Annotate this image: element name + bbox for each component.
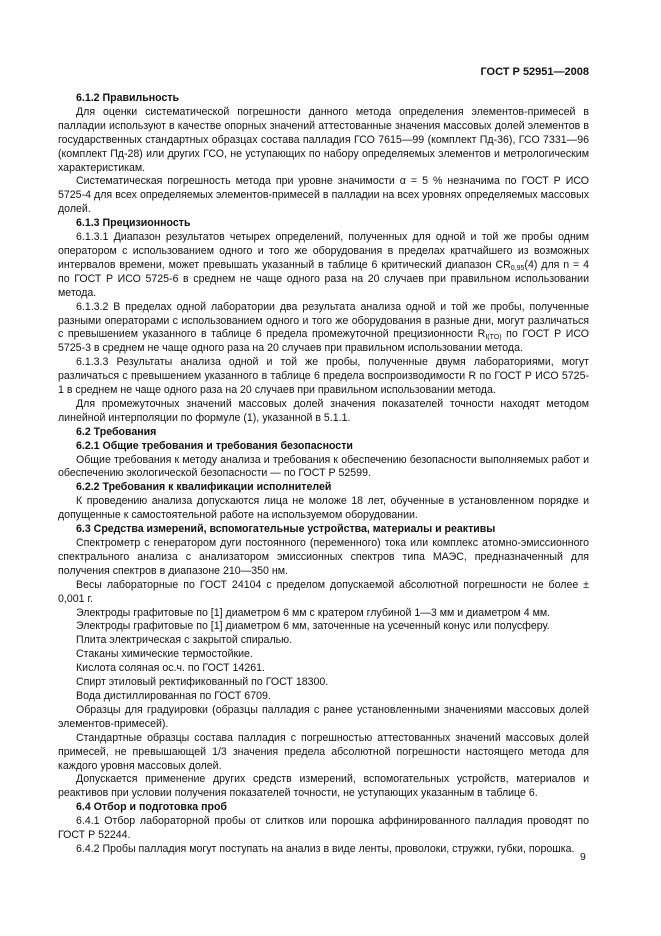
list-item: Стаканы химические термостойкие. — [76, 648, 253, 661]
paragraph: Спектрометр с генератором дуги постоянного (переменного) тока или комплекс атомно-эмиссионного спектрального анализа с анализатором эмиссионных спектров типа МАЭС, предназначенный для получения спектров в диапазоне 210—350 нм. — [58, 537, 589, 577]
list-item: Кислота соляная ос.ч. по ГОСТ 14261. — [76, 662, 265, 675]
paragraph: Для промежуточных значений массовых долей значения показателей точности находят методом линейной интерполяции по формуле (1), указанной в 5.1.1. — [58, 397, 589, 424]
paragraph: 6.1.3.3 Результаты анализа одной и той же пробы, полученные двумя лабораториями, могут различаться с превышением указанного в таблице 6 предела воспроизводимости R по ГОСТ Р ИСО 5725-1 в среднем не чаще одного раза на 20 случаев при правильном использовании метода. — [58, 356, 589, 397]
list-item: Плита электрическая с закрытой спиралью. — [76, 634, 293, 647]
paragraph: Весы лабораторные по ГОСТ 24104 с пределом допускаемой абсолютной погрешности не более ± 0,001 г. — [58, 578, 589, 605]
paragraph: 6.4.1 Отбор лабораторной пробы от слитков или порошка аффинированного палладия проводят по ГОСТ Р 52244. — [58, 815, 589, 842]
document-header: ГОСТ Р 52951—2008 — [480, 66, 589, 78]
section-heading: 6.1.3 Прецизионность — [76, 217, 191, 230]
paragraph: 6.1.3.2 В пределах одной лаборатории два результата анализа одной и той же пробы, полученные разными операторами с использованием одного и того же оборудования в разные дни, могут различаться с превышением указанного в таблице 6 предела промежуточной прецизионности $R_{I(TO)}$ по ГОСТ Р ИСО 5725-3 в среднем не чаще одного раза на 20 случаев при правильном использовании метода. — [58, 300, 589, 355]
paragraph: Для оценки систематической погрешности данного метода определения элементов-примесей в палладии используют в качестве опорных значений аттестованные значения массовых долей элементов в государственных стандартных образцах состава палладия ГСО 7615—99 (комплект Пд-36), ГСО 7331—96 (комплект Пд-28) или других ГСО, не уступающих по набору определяемых элементов и метрологическим характеристикам. — [58, 105, 589, 174]
paragraph: К проведению анализа допускаются лица не моложе 18 лет, обученные в установленном порядке и допущенные к самостоятельной работе на используемом оборудовании. — [58, 495, 589, 522]
page-number: 9 — [580, 851, 586, 863]
page-content — [58, 92, 589, 857]
list-item: Электроды графитовые по [1] диаметром 6 мм с кратером глубиной 1—3 мм и диаметром 4 мм. — [76, 606, 551, 619]
paragraph: Стандартные образцы состава палладия с погрешностью аттестованных значений массовых долей примесей, не превышающей 1/3 значения предела абсолютной погрешности настоящего метода для каждого уровня массовых долей. — [58, 731, 589, 772]
list-item: Вода дистиллированная по ГОСТ 6709. — [76, 689, 271, 702]
list-item: Электроды графитовые по [1] диаметром 6 мм, заточенные на усеченный конус или полусферу. — [76, 620, 550, 633]
list-item: Спирт этиловый ректификованный по ГОСТ 18300. — [76, 676, 329, 689]
section-heading: 6.4 Отбор и подготовка проб — [76, 801, 227, 814]
section-heading: 6.2 Требования — [76, 425, 157, 438]
paragraph: Систематическая погрешность метода при уровне значимости α = 5 % незначима по ГОСТ Р ИСО 5725-4 для всех определяемых элементов-примесей в палладии на всех уровнях определяемых массовых долей. — [58, 175, 589, 216]
paragraph: Образцы для градуировки (образцы палладия с ранее установленными значениями массовых долей элементов-примесей). — [58, 703, 589, 730]
section-heading: 6.1.2 Правильность — [76, 92, 180, 104]
paragraph: Общие требования к методу анализа и требования к обеспечению безопасности выполняемых работ и обеспечению экологической безопасности — по ГОСТ Р 52599. — [58, 453, 589, 480]
paragraph: 6.4.2 Пробы палладия могут поступать на анализ в виде ленты, проволоки, стружки, губки, порошка. — [76, 842, 575, 855]
section-heading: 6.3 Средства измерений, вспомогательные устройства, материалы и реактивы — [76, 523, 496, 536]
section-heading: 6.2.1 Общие требования и требования безопасности — [76, 439, 353, 452]
paragraph: Допускается применение других средств измерений, вспомогательных устройств, материалов и реактивов при условии получения показателей точности, не уступающих указанным в таблице 6. — [58, 773, 589, 800]
section-heading: 6.2.2 Требования к квалификации исполнителей — [76, 481, 332, 494]
paragraph: 6.1.3.1 Диапазон результатов четырех определений, полученных для одной и той же пробы одним оператором с использованием одного и того же оборудования в пределах кратчайшего из возможных интервалов времени, может превышать указанный в таблице 6 критический диапазон $CR_{0,95}(4)$ для n = 4 по ГОСТ Р ИСО 5725-6 в среднем не чаще одного раза на 20 случаев при правильном использовании метода. — [58, 231, 589, 299]
